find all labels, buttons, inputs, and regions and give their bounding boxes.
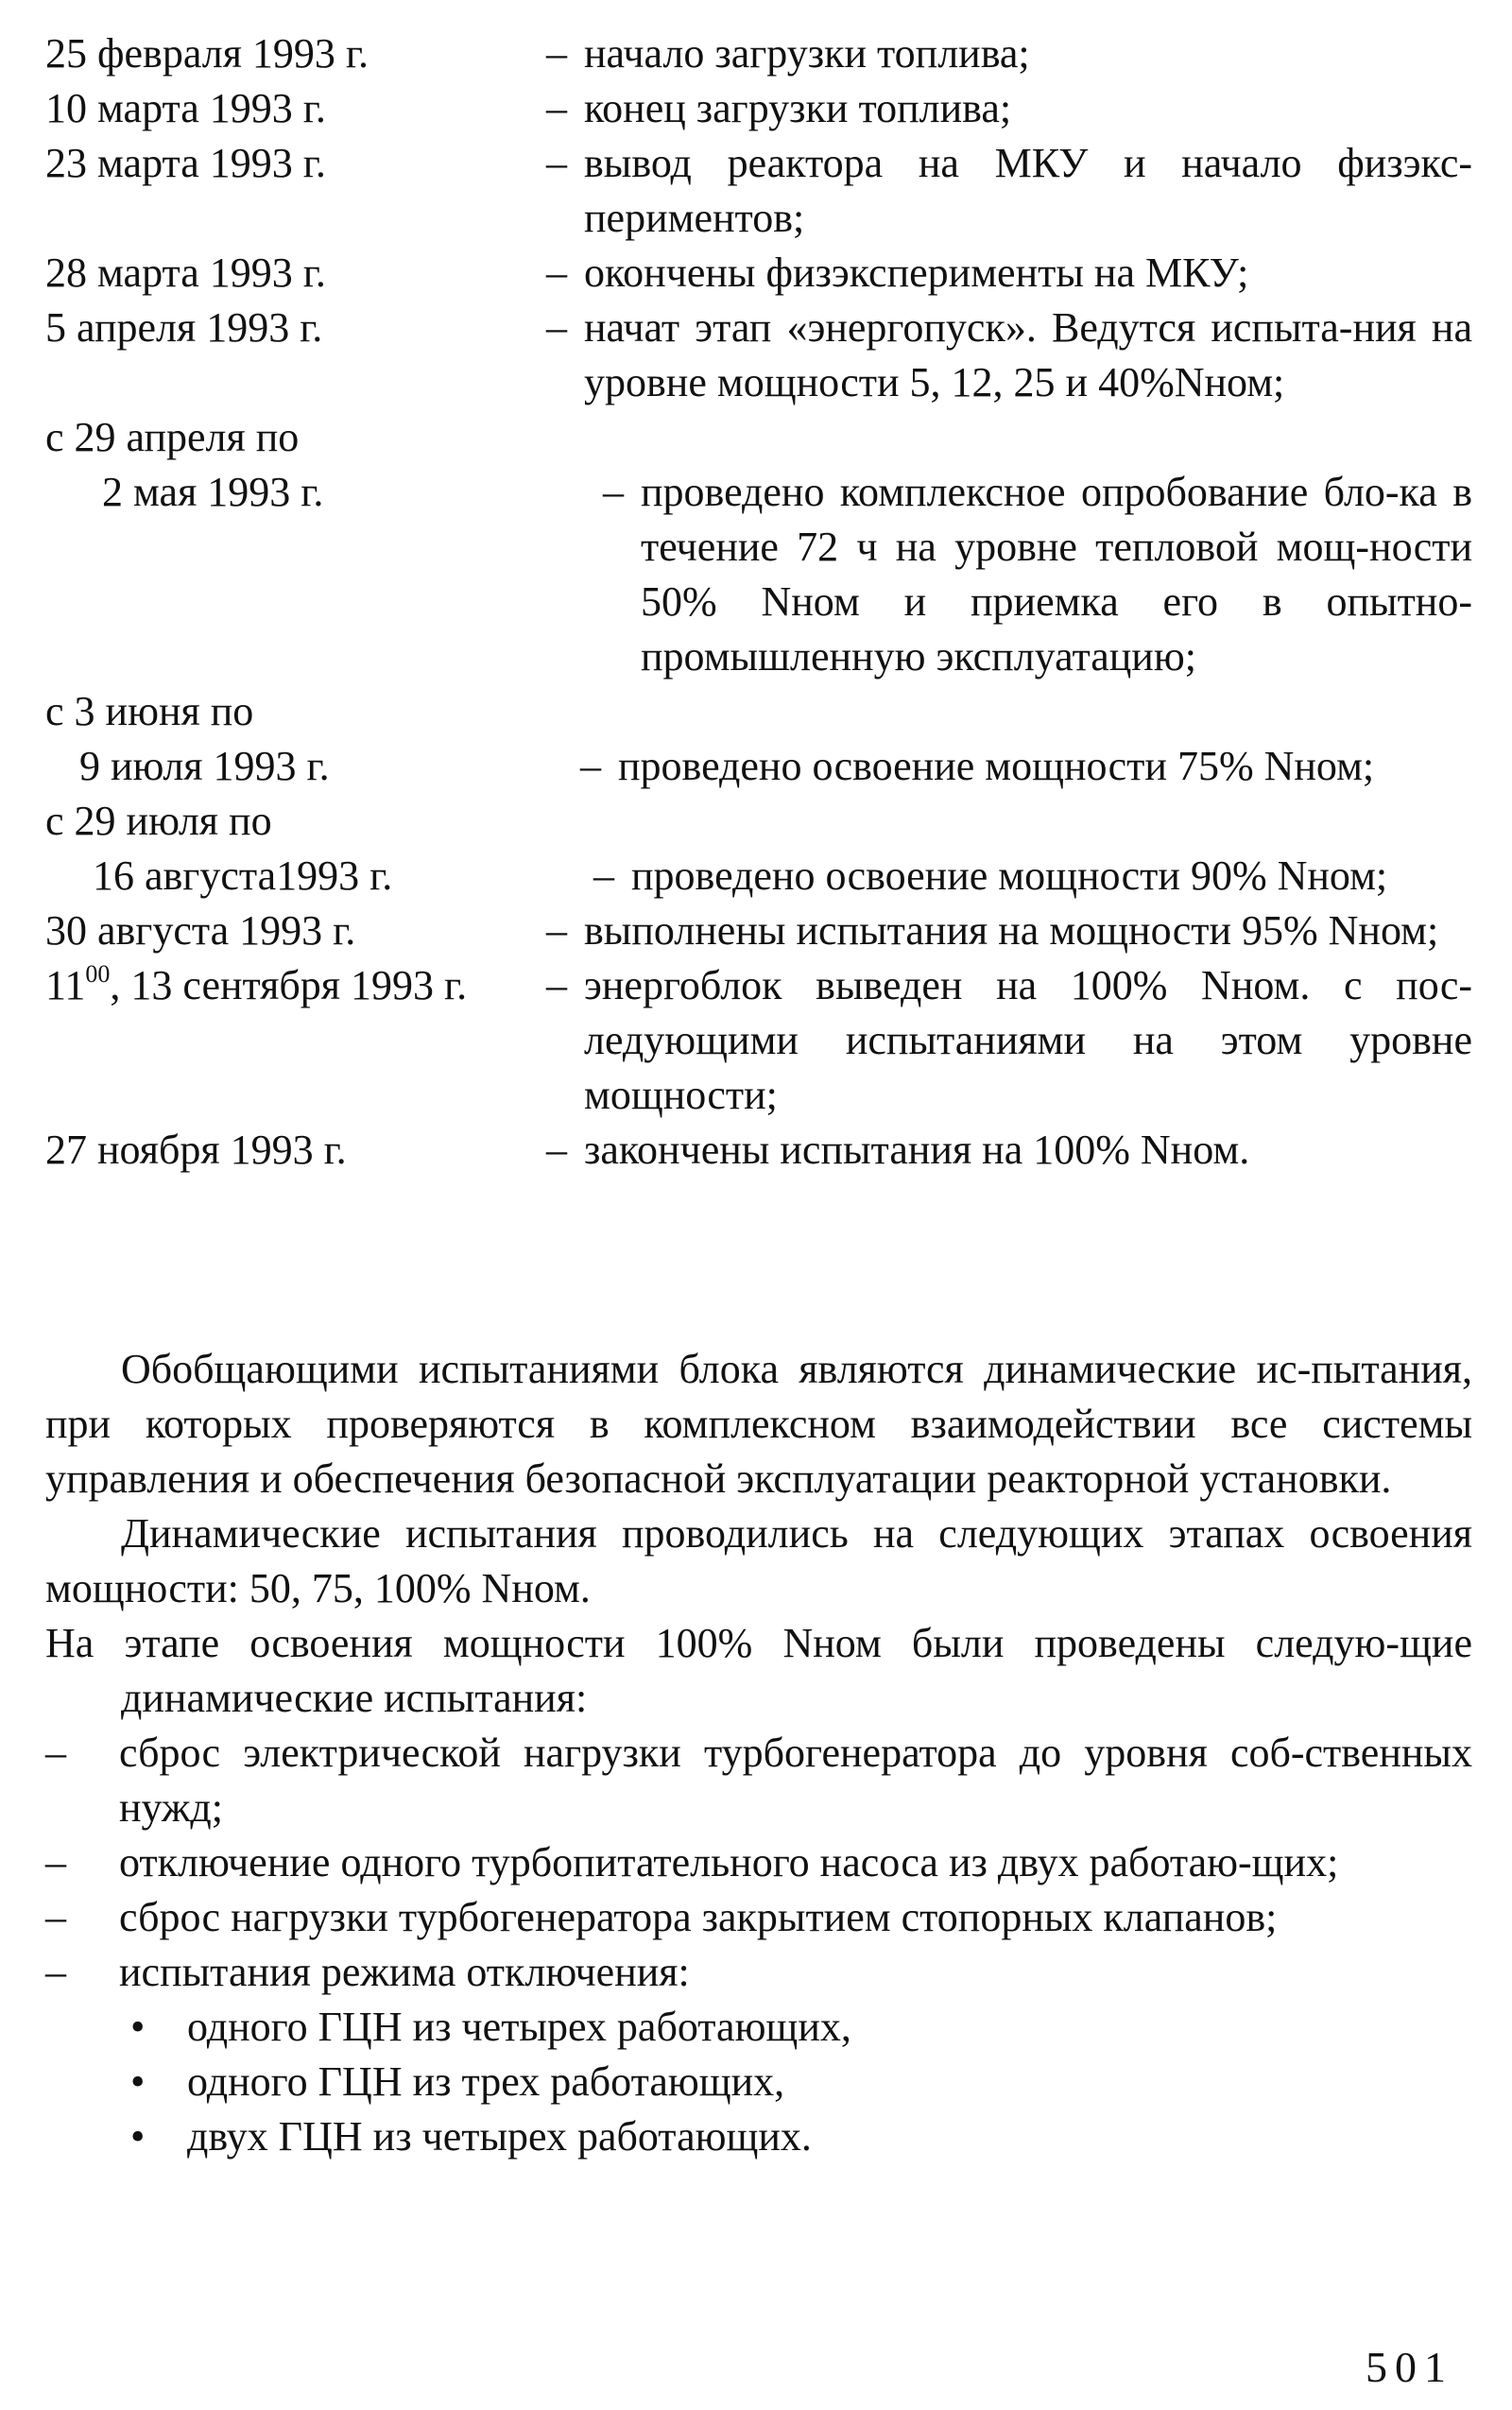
chronology-text: проведено комплексное опробование бло-ка в течение 72 ч на уровне тепловой мощ-ности 50% Nном и приемка его в опытно-промышленную эксплуатацию;	[641, 469, 1472, 680]
chronology-text: энергоблок выведен на 100% Nном. с пос-ледующими испытаниями на этом уровне мощности;	[584, 962, 1472, 1118]
page-number: 501	[1366, 2343, 1453, 2391]
chronology-row	[45, 1123, 1472, 1178]
shutdown-modes-list	[45, 2000, 1472, 2164]
chronology-date: 5 апреля 1993 г.	[45, 304, 323, 351]
bullet-icon: •	[130, 2004, 146, 2050]
chronology-text: окончены физэксперименты на МКУ;	[584, 250, 1249, 296]
list-item: – испытания режима отключения:	[45, 1945, 1472, 2000]
chronology-date	[45, 958, 546, 1013]
chronology-date: 10 марта 1993 г.	[45, 85, 326, 131]
dash: –	[45, 1839, 66, 1885]
dash: –	[546, 304, 567, 351]
chronology-row	[45, 26, 1472, 81]
chronology-date-start: с 29 апреля по	[45, 414, 300, 460]
bullet-icon: •	[130, 2113, 146, 2160]
dash: –	[593, 852, 614, 899]
chronology-text: конец загрузки топлива;	[584, 85, 1012, 131]
dash: –	[45, 1894, 66, 1940]
chronology-date-start: с 29 июля по	[45, 798, 272, 844]
chronology-row	[45, 465, 1472, 684]
dash: –	[546, 1127, 567, 1173]
chronology-row	[45, 410, 1472, 465]
chronology-date: 27 ноября 1993 г.	[45, 1127, 347, 1173]
chronology-date: 30 августа 1993 г.	[45, 907, 356, 954]
paragraph: На этапе освоения мощности 100% Nном были проведены следую-щие динамические испытания:	[45, 1620, 1472, 1721]
dash: –	[45, 1730, 66, 1776]
chronology-row	[45, 958, 1472, 1123]
chronology-date: 28 марта 1993 г.	[45, 250, 326, 296]
chronology-text: проведено освоение мощности 75% Nном;	[618, 743, 1375, 789]
chronology-date: 25 февраля 1993 г.	[45, 30, 369, 77]
dash: –	[580, 743, 601, 789]
dash: –	[45, 1949, 66, 1995]
chronology-date: 23 марта 1993 г.	[45, 140, 326, 186]
chronology-text: закончены испытания на 100% Nном.	[584, 1127, 1250, 1173]
chronology-row	[45, 81, 1472, 136]
date-rest: , 13 сентября 1993 г.	[110, 962, 468, 1008]
chronology-row	[45, 739, 1472, 794]
dash: –	[546, 85, 567, 131]
dash: –	[546, 962, 567, 1008]
list-item: – отключение одного турбопитательного насоса из двух работаю-щих;	[45, 1835, 1472, 1890]
chronology-row	[45, 246, 1472, 301]
list-item: • одного ГЦН из трех работающих,	[45, 2055, 1472, 2109]
dash: –	[546, 30, 567, 77]
list-item: – сброс электрической нагрузки турбогенератора до уровня соб-ственных нужд;	[45, 1726, 1472, 1835]
chronology-date-start: с 3 июня по	[45, 688, 254, 734]
chronology-list	[45, 26, 1472, 1178]
time-minutes: 00	[85, 960, 111, 988]
chronology-date: 16 августа1993 г.	[93, 852, 393, 899]
dash: –	[546, 250, 567, 296]
dash: –	[603, 469, 624, 515]
chronology-row	[45, 904, 1472, 958]
tests-list	[45, 1726, 1472, 2000]
chronology-text: вывод реактора на МКУ и начало физэкс-периментов;	[584, 140, 1472, 241]
chronology-row	[45, 684, 1472, 739]
chronology-text: начат этап «энергопуск». Ведутся испыта-ния на уровне мощности 5, 12, 25 и 40%Nном;	[584, 304, 1472, 405]
chronology-row	[45, 136, 1472, 246]
dash: –	[546, 140, 567, 186]
list-item: – сброс нагрузки турбогенератора закрытием стопорных клапанов;	[45, 1890, 1472, 1945]
time-hour: 11	[45, 962, 86, 1008]
list-item: • двух ГЦН из четырех работающих.	[45, 2109, 1472, 2164]
chronology-text: проведено освоение мощности 90% Nном;	[631, 852, 1388, 899]
bullet-icon: •	[130, 2058, 146, 2105]
dash: –	[546, 907, 567, 954]
paragraph: Обобщающими испытаниями блока являются динамические ис-пытания, при которых проверяются в комплексном взаимодействии все системы управления и обеспечения безопасной эксплуатации реакторной установки.	[45, 1346, 1472, 1502]
chronology-row	[45, 794, 1472, 849]
chronology-date: 9 июля 1993 г.	[79, 743, 330, 789]
chronology-text: выполнены испытания на мощности 95% Nном;	[584, 907, 1439, 954]
chronology-row	[45, 849, 1472, 904]
chronology-date: 2 мая 1993 г.	[102, 469, 324, 515]
list-item: • одного ГЦН из четырех работающих,	[45, 2000, 1472, 2055]
paragraph: Динамические испытания проводились на следующих этапах освоения мощности: 50, 75, 100% Nном.	[45, 1510, 1472, 1611]
body-text	[45, 1342, 1472, 2164]
chronology-row	[45, 301, 1472, 410]
chronology-text: начало загрузки топлива;	[584, 30, 1030, 77]
